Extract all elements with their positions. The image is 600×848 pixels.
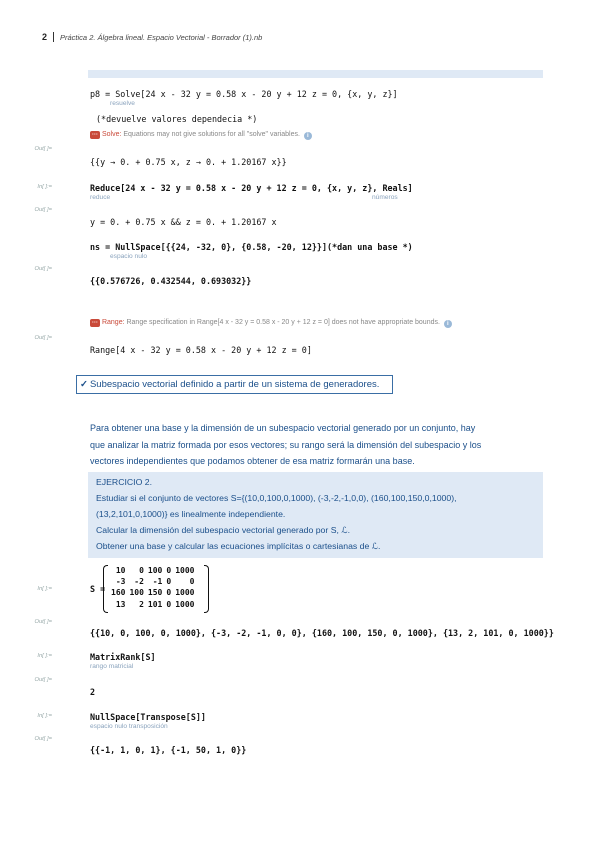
exercise-line: Obtener una base y calcular las ecuaciones implícitas o cartesianas de ℒ. [96,541,381,551]
exercise-line: (13,2,101,0,1000)} es linealmente independiente. [96,509,286,519]
section-title: Subespacio vectorial definido a partir de un sistema de generadores. [89,379,380,390]
out-label: Out[ ]= [34,146,52,152]
out-label: Out[ ]= [34,207,52,213]
range-output-cell: Range[4 x - 32 y = 0.58 x - 20 y + 12 z = 0] [90,345,312,355]
in-label: In[ ]:= [37,713,52,719]
matrix-cell: -3 [115,577,126,587]
matrix-cell: 1000 [175,588,195,598]
nullspace-input-cell[interactable] [90,242,413,252]
matrix-cell: -2 [134,577,144,587]
matrix-cell: 0 [166,577,172,587]
nullspace-hint: espacio nulo [110,253,148,260]
solve-input-cell[interactable]: p8 = Solve[24 x - 32 y = 0.58 x - 20 y + 12 z = 0, {x, y, z}] [90,89,398,99]
rank-output-text: 2 [90,687,96,697]
rank-input-cell[interactable] [90,652,156,662]
header-divider [53,32,54,42]
message-menu-icon[interactable]: ··· [92,320,98,326]
matrix-cell: 10 [115,566,126,575]
exercise-title: EJERCICIO 2. [96,477,152,487]
range-message [90,319,452,328]
solve-comment: (*devuelve valores dependecia *) [96,114,258,124]
previous-cell-band [88,70,543,78]
info-icon[interactable]: i [444,320,452,328]
range-message-text: Range specification in Range[4 x - 32 y = 0.58 x - 20 y + 12 z = 0] does not have appropriate bounds. [126,319,440,326]
nst-hint: espacio nulo transposición [90,723,168,730]
matrix-cell: 1000 [175,599,195,609]
nullspace-output-text: {{0.576726, 0.432544, 0.693032}} [90,276,252,286]
section-heading [76,375,393,394]
exercise-line: Estudiar si el conjunto de vectores S={(10,0,100,0,1000), (-3,-2,-1,0,0), (160,100,150,0,1000), [96,493,457,503]
nst-output-cell [90,745,246,755]
rank-input-text: MatrixRank[S] [90,652,156,662]
page-header [42,32,262,42]
matrix-right-bracket [204,565,209,613]
matrix-cell: 0 [166,566,172,575]
paragraph-line: que analizar la matriz formada por esos vectores; su rango será la dimensión del subespacio y los [90,439,482,450]
matrix-cell: 150 [147,588,163,598]
out-label: Out[ ]= [34,619,52,625]
out-label: Out[ ]= [34,335,52,341]
paragraph-line: vectores independientes que podamos obtener de esa matriz formarán una base. [90,456,415,466]
in-label: In[ ]:= [37,653,52,659]
matrix-cell: 0 [139,566,144,575]
matrix-cell: 160 [111,588,126,598]
exercise-line: Calcular la dimensión del subespacio vectorial generado por S, ℒ. [96,525,350,535]
matrix-prefix-text: S = [90,584,106,594]
in-label: In[ ]:= [37,586,52,592]
solve-message-text: Equations may not give solutions for all "solve" variables. [123,131,300,138]
nullspace-output-cell [90,276,251,286]
matrix-cell: -1 [152,577,163,587]
info-icon[interactable]: i [304,132,312,140]
matrix-cell: 2 [139,599,144,609]
s-output-text: {{10, 0, 100, 0, 1000}, {-3, -2, -1, 0, 0}, {160, 100, 150, 0, 1000}, {13, 2, 101, 0, 1000}} [90,628,554,638]
matrix-row [109,576,196,587]
rank-hint: rango matricial [90,663,134,670]
nullspace-input-text: ns = NullSpace[{{24, -32, 0}, {0.58, -20, 12}}](*dan una base *) [90,242,413,252]
matrix-cell: 1000 [175,566,195,575]
s-output-cell [90,628,554,638]
matrix-table [109,565,196,610]
out-label: Out[ ]= [34,677,52,683]
nst-input-cell[interactable] [90,712,206,722]
range-message-keyword: Range: [101,319,125,326]
nst-input-text: NullSpace[Transpose[S]] [90,712,206,722]
in-label: In[ ]:= [37,184,52,190]
out-label: Out[ ]= [34,736,52,742]
explanation-paragraph [90,420,542,470]
matrix-row [109,599,196,610]
matrix-cell: 13 [115,599,126,609]
matrix-row [109,565,196,576]
matrix-cell: 0 [166,588,172,598]
matrix-cell: 0 [166,599,172,609]
matrix-cell: 0 [189,577,195,587]
page-number: 2 [42,32,48,42]
rank-output-cell [90,687,95,697]
reduce-output-cell: y = 0. + 0.75 x && z = 0. + 1.20167 x [90,217,277,227]
paragraph-line: Para obtener una base y la dimensión de un subespacio vectorial generado por un conjunto, hay [90,423,476,433]
solve-hint: resuelve [110,100,135,107]
check-icon: ✓ [80,379,88,390]
solve-output-cell: {{y → 0. + 0.75 x, z → 0. + 1.20167 x}} [90,157,287,167]
matrix-row [109,587,196,598]
reduce-input-cell[interactable] [90,183,413,193]
exercise-box [88,472,543,558]
reduce-input-text: Reduce[24 x - 32 y = 0.58 x - 20 y + 12 z = 0, {x, y, z}, Reals] [90,183,413,193]
out-label: Out[ ]= [34,266,52,272]
reduce-hint: reduce [90,194,111,201]
matrix-s[interactable] [103,565,209,611]
matrix-cell: 100 [147,566,163,575]
nst-output-text: {{-1, 1, 0, 1}, {-1, 50, 1, 0}} [90,745,247,755]
solve-message [90,131,312,140]
matrix-cell: 100 [129,588,144,598]
reduce-hint-numbers: números [372,194,398,201]
notebook-title: Práctica 2. Álgebra lineal. Espacio Vectorial - Borrador (1).nb [60,33,263,42]
matrix-left-bracket [103,565,108,613]
matrix-cell: 101 [147,599,163,609]
solve-message-keyword: Solve: [101,131,122,138]
message-menu-icon[interactable]: ··· [92,132,98,138]
